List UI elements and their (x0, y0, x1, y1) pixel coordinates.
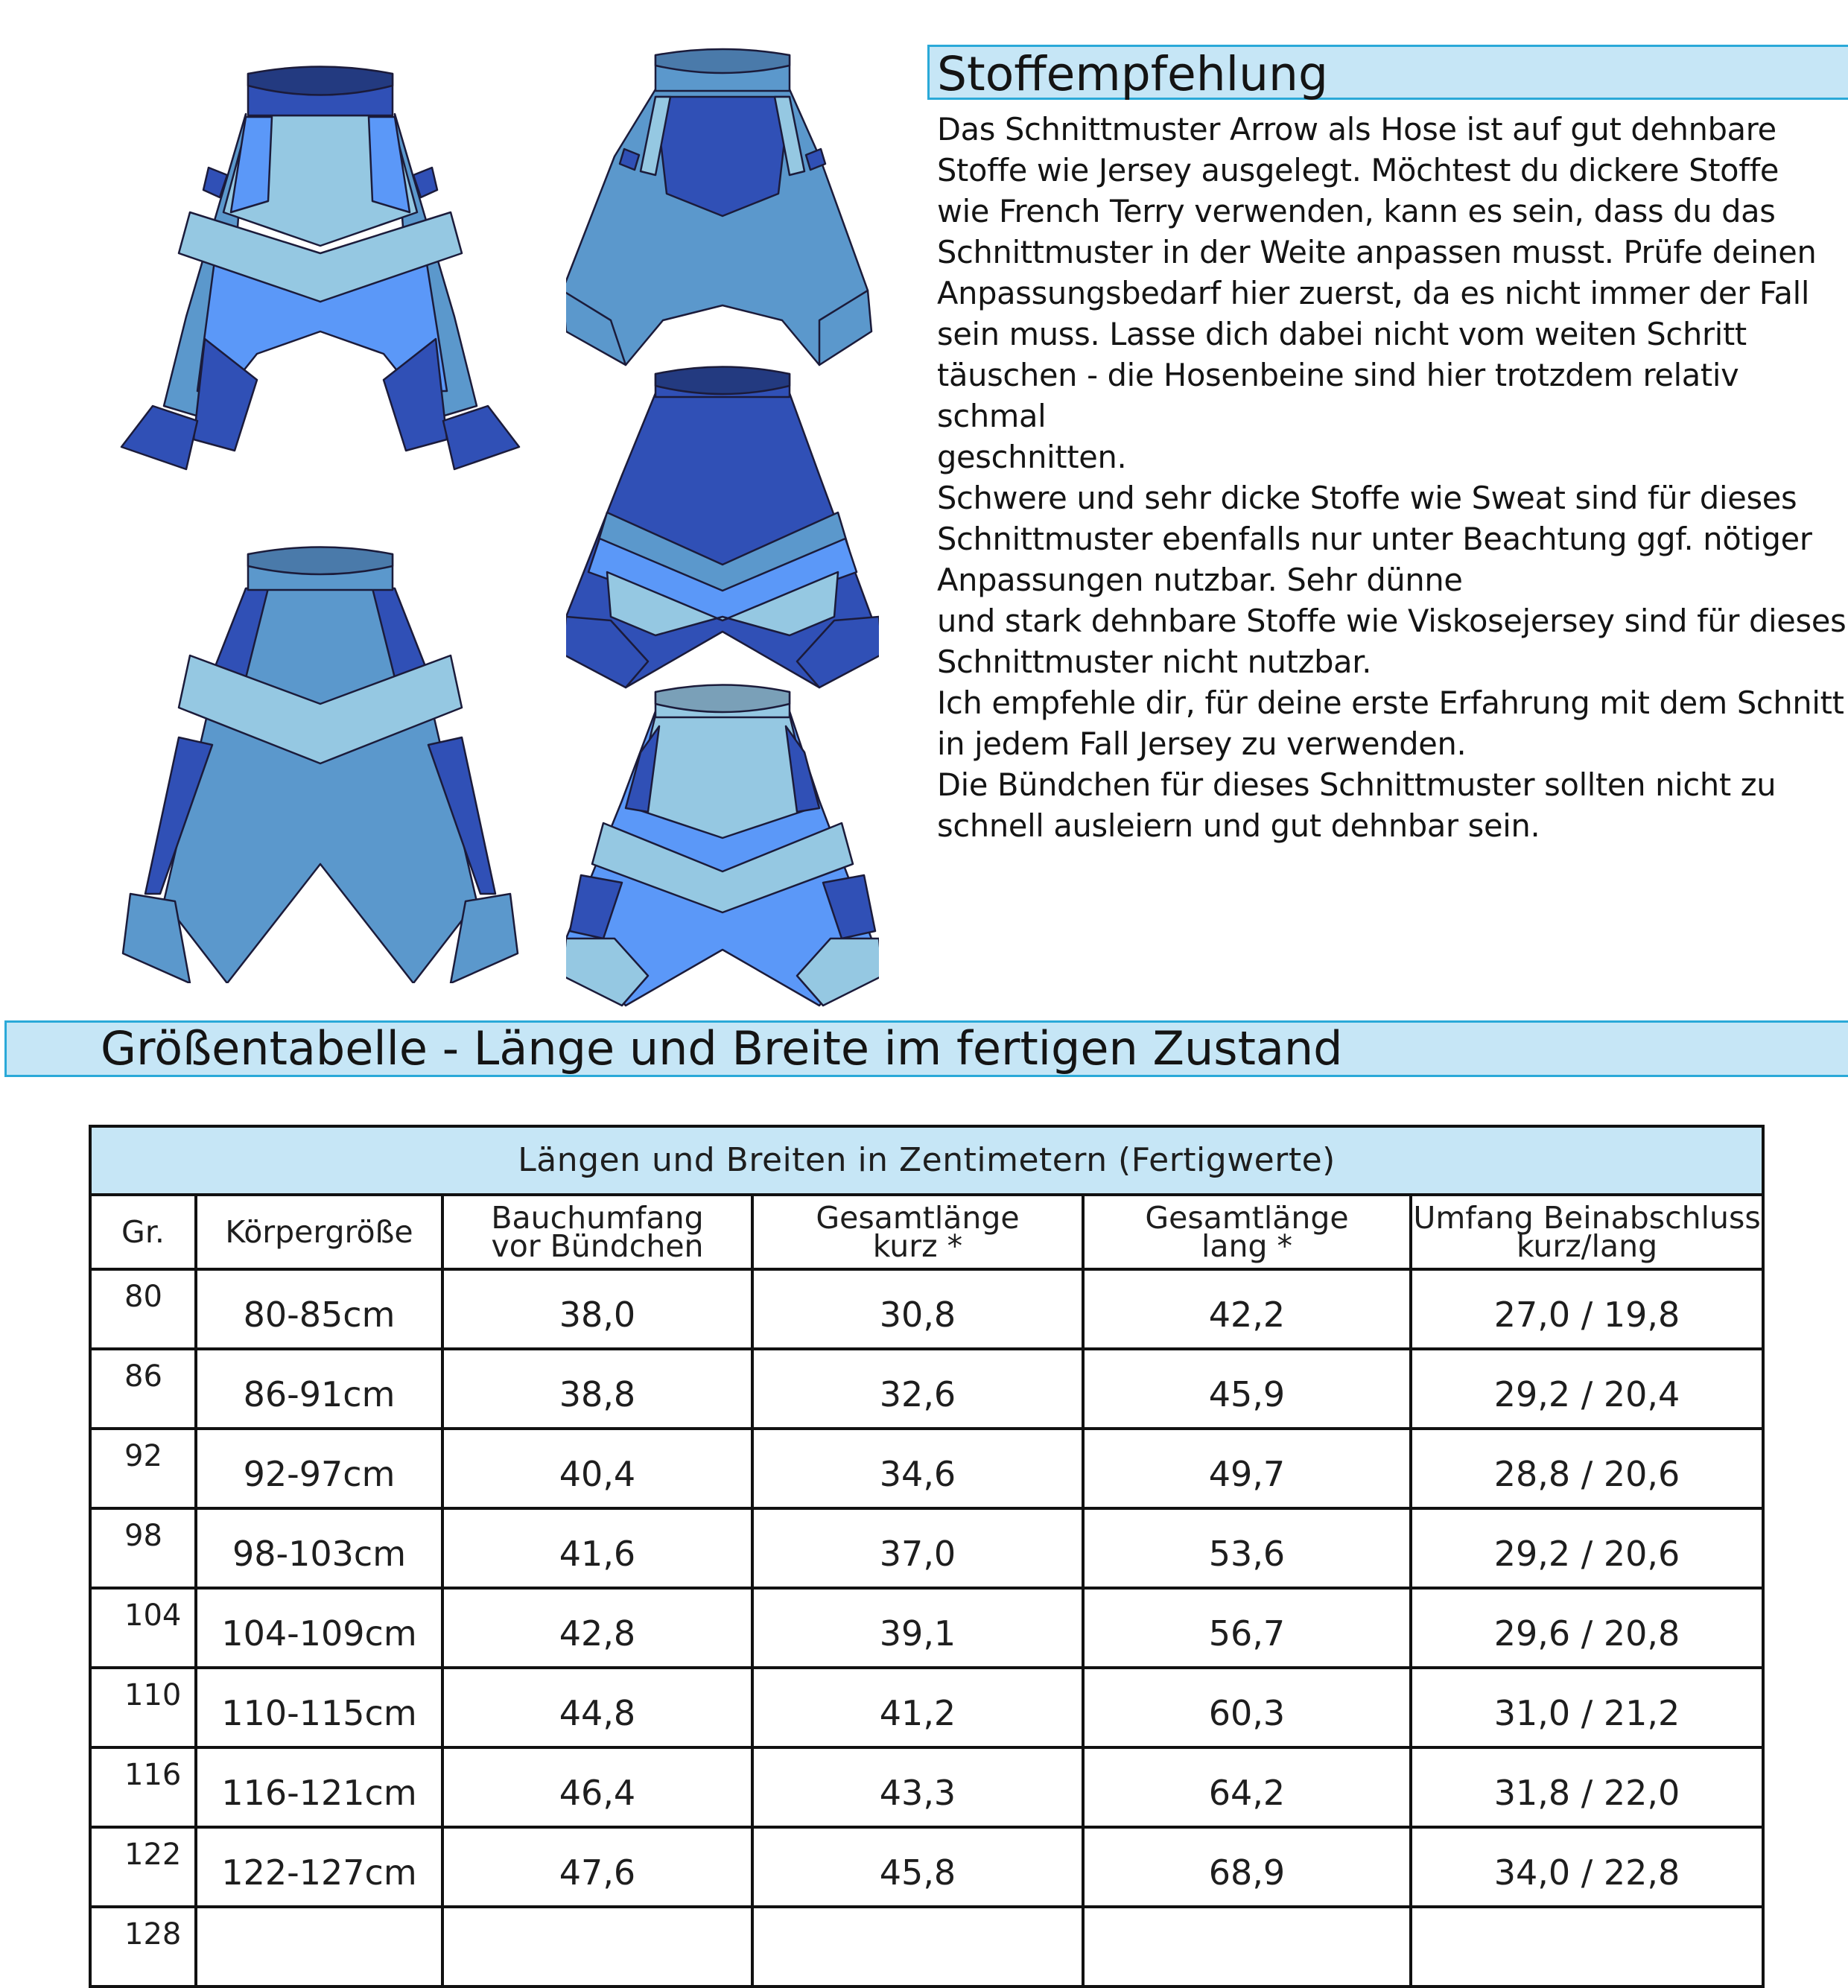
size-chart-heading: Größentabelle - Länge und Breite im fertigen Zustand (4, 1020, 1848, 1077)
waist-cell: 41,6 (442, 1508, 752, 1588)
height-cell: 80-85cm (196, 1269, 442, 1349)
length-long-cell: 56,7 (1083, 1588, 1411, 1668)
text-line: geschnitten. (937, 439, 1127, 475)
right-cuff (443, 406, 519, 469)
table-caption: Längen und Breiten in Zentimetern (Fertigwerte) (90, 1126, 1763, 1195)
text-line: wie French Terry verwenden, kann es sein, dass du das (937, 193, 1776, 229)
size-cell: 122 (90, 1827, 196, 1907)
column-header-waist: Bauchumfang vor Bündchen (442, 1195, 752, 1269)
text-line: Schnittmuster ebenfalls nur unter Beachtung ggf. nötiger (937, 521, 1812, 557)
table-row (90, 1429, 1763, 1508)
left-cuff (121, 406, 197, 469)
text-line: und stark dehnbare Stoffe wie Viskosejersey sind für dieses (937, 603, 1847, 639)
waistband-top (655, 685, 790, 713)
length-short-cell: 30,8 (752, 1269, 1083, 1349)
waistband-top (248, 67, 393, 95)
table-row (90, 1349, 1763, 1429)
text-line: sein muss. Lasse dich dabei nicht vom weiten Schritt (937, 316, 1747, 352)
text-line: täuschen - die Hosenbeine sind hier trotzdem relativ schmal (937, 357, 1739, 434)
size-cell: 98 (90, 1508, 196, 1588)
length-long-cell: 42,2 (1083, 1269, 1411, 1349)
height-cell: 122-127cm (196, 1827, 442, 1907)
pants-illustration-5 (566, 682, 879, 1009)
fabric-recommendation-text (937, 109, 1848, 846)
size-cell: 80 (90, 1269, 196, 1349)
fabric-recommendation-heading: Stoffempfehlung (927, 45, 1848, 100)
text-line: Ich empfehle dir, für deine erste Erfahrung mit dem Schnitt (937, 685, 1844, 721)
leg-opening-cell: 29,2 / 20,4 (1411, 1349, 1763, 1429)
waistband-top (248, 547, 393, 575)
table-row (90, 1588, 1763, 1668)
text-line: Das Schnittmuster Arrow als Hose ist auf gut dehnbare (937, 111, 1776, 147)
pants-illustration-1 (115, 63, 533, 510)
waist-cell: 44,8 (442, 1668, 752, 1747)
text-line: Anpassungen nutzbar. Sehr dünne (937, 562, 1463, 598)
table-header-row (90, 1195, 1763, 1269)
length-short-cell: 34,6 (752, 1429, 1083, 1508)
length-short-cell: 32,6 (752, 1349, 1083, 1429)
column-header-length-short: Gesamtlänge kurz * (752, 1195, 1083, 1269)
height-cell: 116-121cm (196, 1747, 442, 1827)
length-long-cell (1083, 1907, 1411, 1987)
front-dark-panel (655, 97, 790, 216)
waist-cell (442, 1907, 752, 1987)
length-long-cell: 60,3 (1083, 1668, 1411, 1747)
table-row (90, 1508, 1763, 1588)
text-line: in jedem Fall Jersey zu verwenden. (937, 725, 1467, 762)
table-row (90, 1907, 1763, 1987)
length-short-cell: 39,1 (752, 1588, 1083, 1668)
pants-illustration-2 (566, 45, 879, 372)
size-table (89, 1125, 1765, 1988)
table-row (90, 1747, 1763, 1827)
pants-illustration-4 (115, 544, 533, 983)
table-row (90, 1827, 1763, 1907)
fabric-recommendation-section (927, 45, 1848, 846)
column-header-size: Gr. (90, 1195, 196, 1269)
length-long-cell: 45,9 (1083, 1349, 1411, 1429)
height-cell: 110-115cm (196, 1668, 442, 1747)
size-cell: 128 (90, 1907, 196, 1987)
size-cell: 104 (90, 1588, 196, 1668)
size-cell: 86 (90, 1349, 196, 1429)
text-line: Schnittmuster in der Weite anpassen musst. Prüfe deinen (937, 234, 1817, 270)
height-cell: 86-91cm (196, 1349, 442, 1429)
size-cell: 92 (90, 1429, 196, 1508)
length-long-cell: 64,2 (1083, 1747, 1411, 1827)
size-cell: 110 (90, 1668, 196, 1747)
column-header-body-height: Körpergröße (196, 1195, 442, 1269)
length-long-cell: 68,9 (1083, 1827, 1411, 1907)
waist-cell: 40,4 (442, 1429, 752, 1508)
text-line: Die Bündchen für dieses Schnittmuster sollten nicht zu (937, 766, 1776, 803)
column-header-leg-opening: Umfang Beinabschluss kurz/lang (1411, 1195, 1763, 1269)
leg-opening-cell: 29,6 / 20,8 (1411, 1588, 1763, 1668)
length-short-cell (752, 1907, 1083, 1987)
waistband-top (655, 367, 790, 395)
length-long-cell: 53,6 (1083, 1508, 1411, 1588)
height-cell (196, 1907, 442, 1987)
leg-opening-cell: 27,0 / 19,8 (1411, 1269, 1763, 1349)
text-line: Anpassungsbedarf hier zuerst, da es nicht immer der Fall (937, 275, 1810, 311)
length-short-cell: 41,2 (752, 1668, 1083, 1747)
text-line: Schnittmuster nicht nutzbar. (937, 644, 1372, 680)
waist-cell: 47,6 (442, 1827, 752, 1907)
column-header-length-long: Gesamtlänge lang * (1083, 1195, 1411, 1269)
waist-cell: 46,4 (442, 1747, 752, 1827)
leg-opening-cell: 34,0 / 22,8 (1411, 1827, 1763, 1907)
text-line: Schwere und sehr dicke Stoffe wie Sweat sind für dieses (937, 480, 1797, 516)
table-row (90, 1269, 1763, 1349)
waist-cell: 42,8 (442, 1588, 752, 1668)
length-long-cell: 49,7 (1083, 1429, 1411, 1508)
length-short-cell: 43,3 (752, 1747, 1083, 1827)
length-short-cell: 37,0 (752, 1508, 1083, 1588)
table-row (90, 1668, 1763, 1747)
pants-illustration-3 (566, 363, 879, 691)
text-line: schnell ausleiern und gut dehnbar sein. (937, 807, 1540, 844)
body-panel (164, 588, 477, 983)
leg-opening-cell (1411, 1907, 1763, 1987)
height-cell: 104-109cm (196, 1588, 442, 1668)
leg-opening-cell: 28,8 / 20,6 (1411, 1429, 1763, 1508)
leg-opening-cell: 31,0 / 21,2 (1411, 1668, 1763, 1747)
waist-cell: 38,0 (442, 1269, 752, 1349)
height-cell: 98-103cm (196, 1508, 442, 1588)
length-short-cell: 45,8 (752, 1827, 1083, 1907)
pants-illustrations (0, 0, 909, 1013)
waist-cell: 38,8 (442, 1349, 752, 1429)
size-cell: 116 (90, 1747, 196, 1827)
leg-opening-cell: 29,2 / 20,6 (1411, 1508, 1763, 1588)
waistband-top (655, 49, 790, 73)
height-cell: 92-97cm (196, 1429, 442, 1508)
leg-opening-cell: 31,8 / 22,0 (1411, 1747, 1763, 1827)
text-line: Stoffe wie Jersey ausgelegt. Möchtest du dickere Stoffe (937, 152, 1779, 188)
